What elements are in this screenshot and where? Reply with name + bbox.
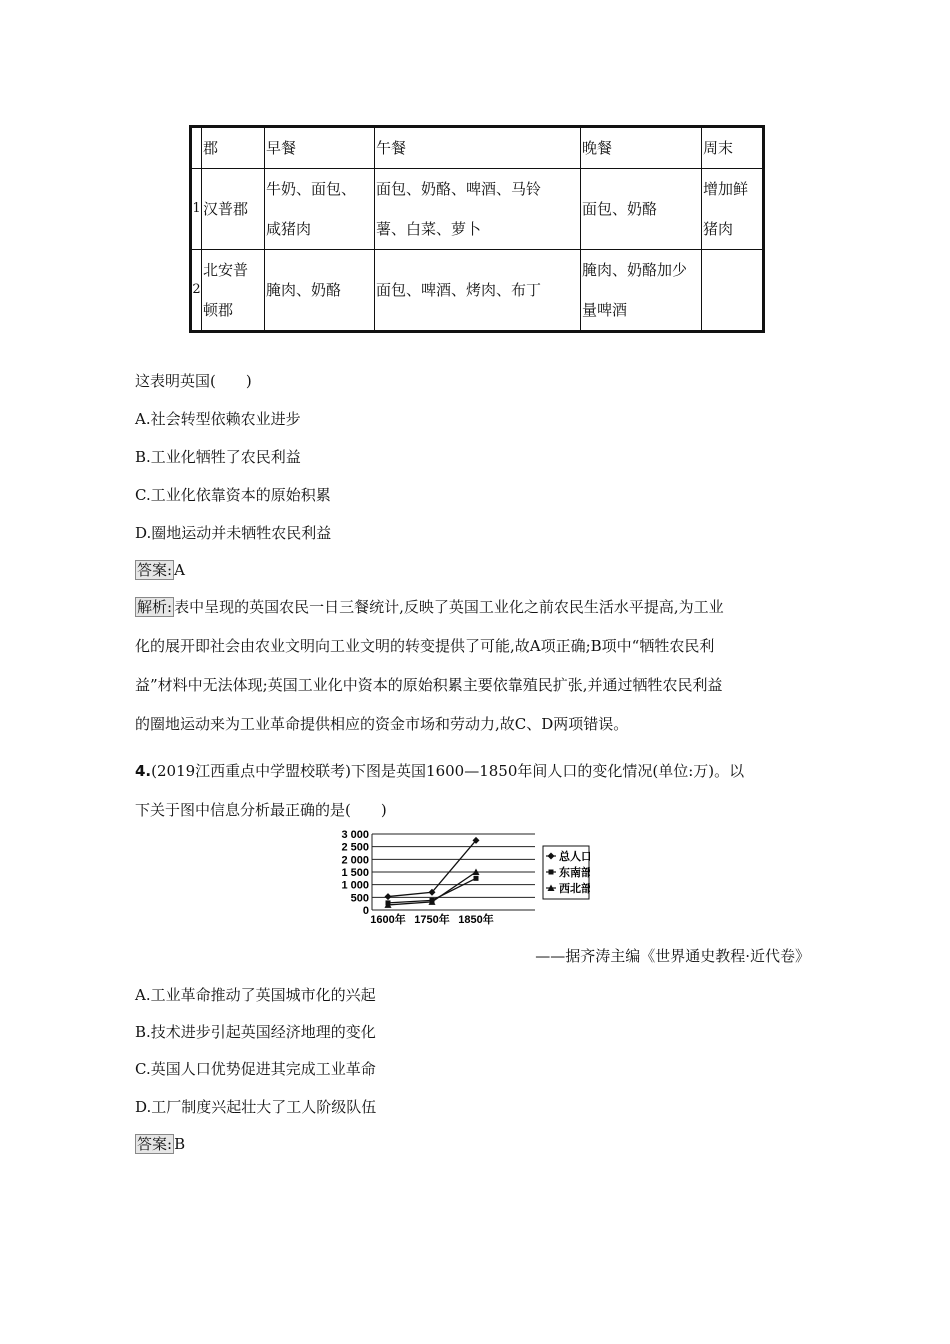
chart-source: ——据齐涛主编《世界通史教程·近代卷》 [535, 947, 810, 965]
q4-stem: 4.(2019江西重点中学盟校联考)下图是英国1600—1850年间人口的变化情况(单位:万)。以 下关于图中信息分析最正确的是( ) [135, 762, 745, 819]
legend-label: 总人口 [559, 850, 590, 863]
cell-lunch: 面包、奶酪、啤酒、马铃 薯、白菜、萝卜 [375, 169, 581, 250]
q4-number: 4. [135, 762, 152, 780]
y-tick-label: 2 500 [341, 841, 369, 854]
cell-weekend: 增加鲜 猪肉 [702, 169, 764, 250]
cell-breakfast: 腌肉、奶酪 [265, 250, 375, 332]
q3-answer [135, 559, 185, 580]
cell-dinner: 腌肉、奶酪加少 量啤酒 [581, 250, 702, 332]
y-tick-label: 1 500 [341, 867, 369, 879]
row-number: 2 [191, 250, 202, 332]
row-number: 1 [191, 169, 202, 250]
q3-stem: 这表明英国( ) [135, 372, 252, 390]
data-point [474, 876, 479, 881]
table-header-dinner: 晚餐 [581, 127, 702, 169]
cell-lunch: 面包、啤酒、烤肉、布丁 [375, 250, 581, 332]
q3-option-d: D.圈地运动并未牺牲农民利益 [135, 524, 332, 542]
x-tick-label: 1600年 [370, 914, 406, 926]
q4-answer [135, 1133, 185, 1154]
analysis-tag: 解析: [137, 598, 173, 616]
table-row [191, 169, 764, 250]
y-tick-label: 500 [350, 892, 369, 905]
cell-weekend [702, 250, 764, 332]
answer-value: A [174, 561, 185, 579]
table-row [191, 250, 764, 332]
population-chart [330, 826, 590, 926]
table-header-breakfast: 早餐 [265, 127, 375, 169]
y-tick-label: 3 000 [341, 829, 369, 841]
cell-county: 北安普 顿郡 [202, 250, 265, 332]
answer-value: B [174, 1135, 186, 1153]
q3-option-c: C.工业化依靠资本的原始积累 [135, 486, 331, 504]
q4-option-b: B.技术进步引起英国经济地理的变化 [135, 1023, 376, 1041]
answer-tag: 答案: [137, 561, 173, 579]
table-header-num [191, 127, 202, 169]
population-chart-svg [330, 826, 590, 926]
cell-breakfast: 牛奶、面包、 咸猪肉 [265, 169, 375, 250]
q4-option-c: C.英国人口优势促进其完成工业革命 [135, 1060, 376, 1078]
table-header-row [191, 127, 764, 169]
table-header-lunch: 午餐 [375, 127, 581, 169]
meals-table [189, 125, 765, 333]
series-line-0 [388, 840, 476, 896]
q3-option-b: B.工业化牺牲了农民利益 [135, 448, 301, 466]
data-point [385, 893, 392, 900]
q4-option-a: A.工业革命推动了英国城市化的兴起 [135, 986, 376, 1004]
legend-label: 东南部 [559, 866, 590, 879]
q3-option-a: A.社会转型依赖农业进步 [135, 410, 301, 428]
y-tick-label: 0 [362, 905, 369, 917]
y-tick-label: 2 000 [341, 854, 369, 867]
q4-option-d: D.工厂制度兴起壮大了工人阶级队伍 [135, 1098, 377, 1116]
q3-analysis: 解析: 表中呈现的英国农民一日三餐统计,反映了英国工业化之前农民生活水平提高,为工业 化的展开即社会由农业文明向工业文明的转变提供了可能,故A项正确;B项中“牺牲农民利 益”材料中无法体现;英国工业化中资本的原始积累主要依靠殖民扩张,并通过牺牲农民利益 的圈地运动来为工业革命提供相应的资金市场和劳动力,故C、D两项错误。 [135, 598, 724, 733]
answer-tag: 答案: [137, 1135, 173, 1153]
table-header-county: 郡 [202, 127, 265, 169]
table-header-weekend: 周末 [702, 127, 764, 169]
x-tick-label: 1850年 [458, 914, 494, 926]
x-tick-label: 1750年 [414, 914, 450, 926]
y-tick-label: 1 000 [341, 879, 369, 892]
cell-dinner: 面包、奶酪 [581, 169, 702, 250]
cell-county: 汉普郡 [202, 169, 265, 250]
legend-label: 西北部 [559, 882, 590, 895]
legend-marker [549, 870, 554, 875]
